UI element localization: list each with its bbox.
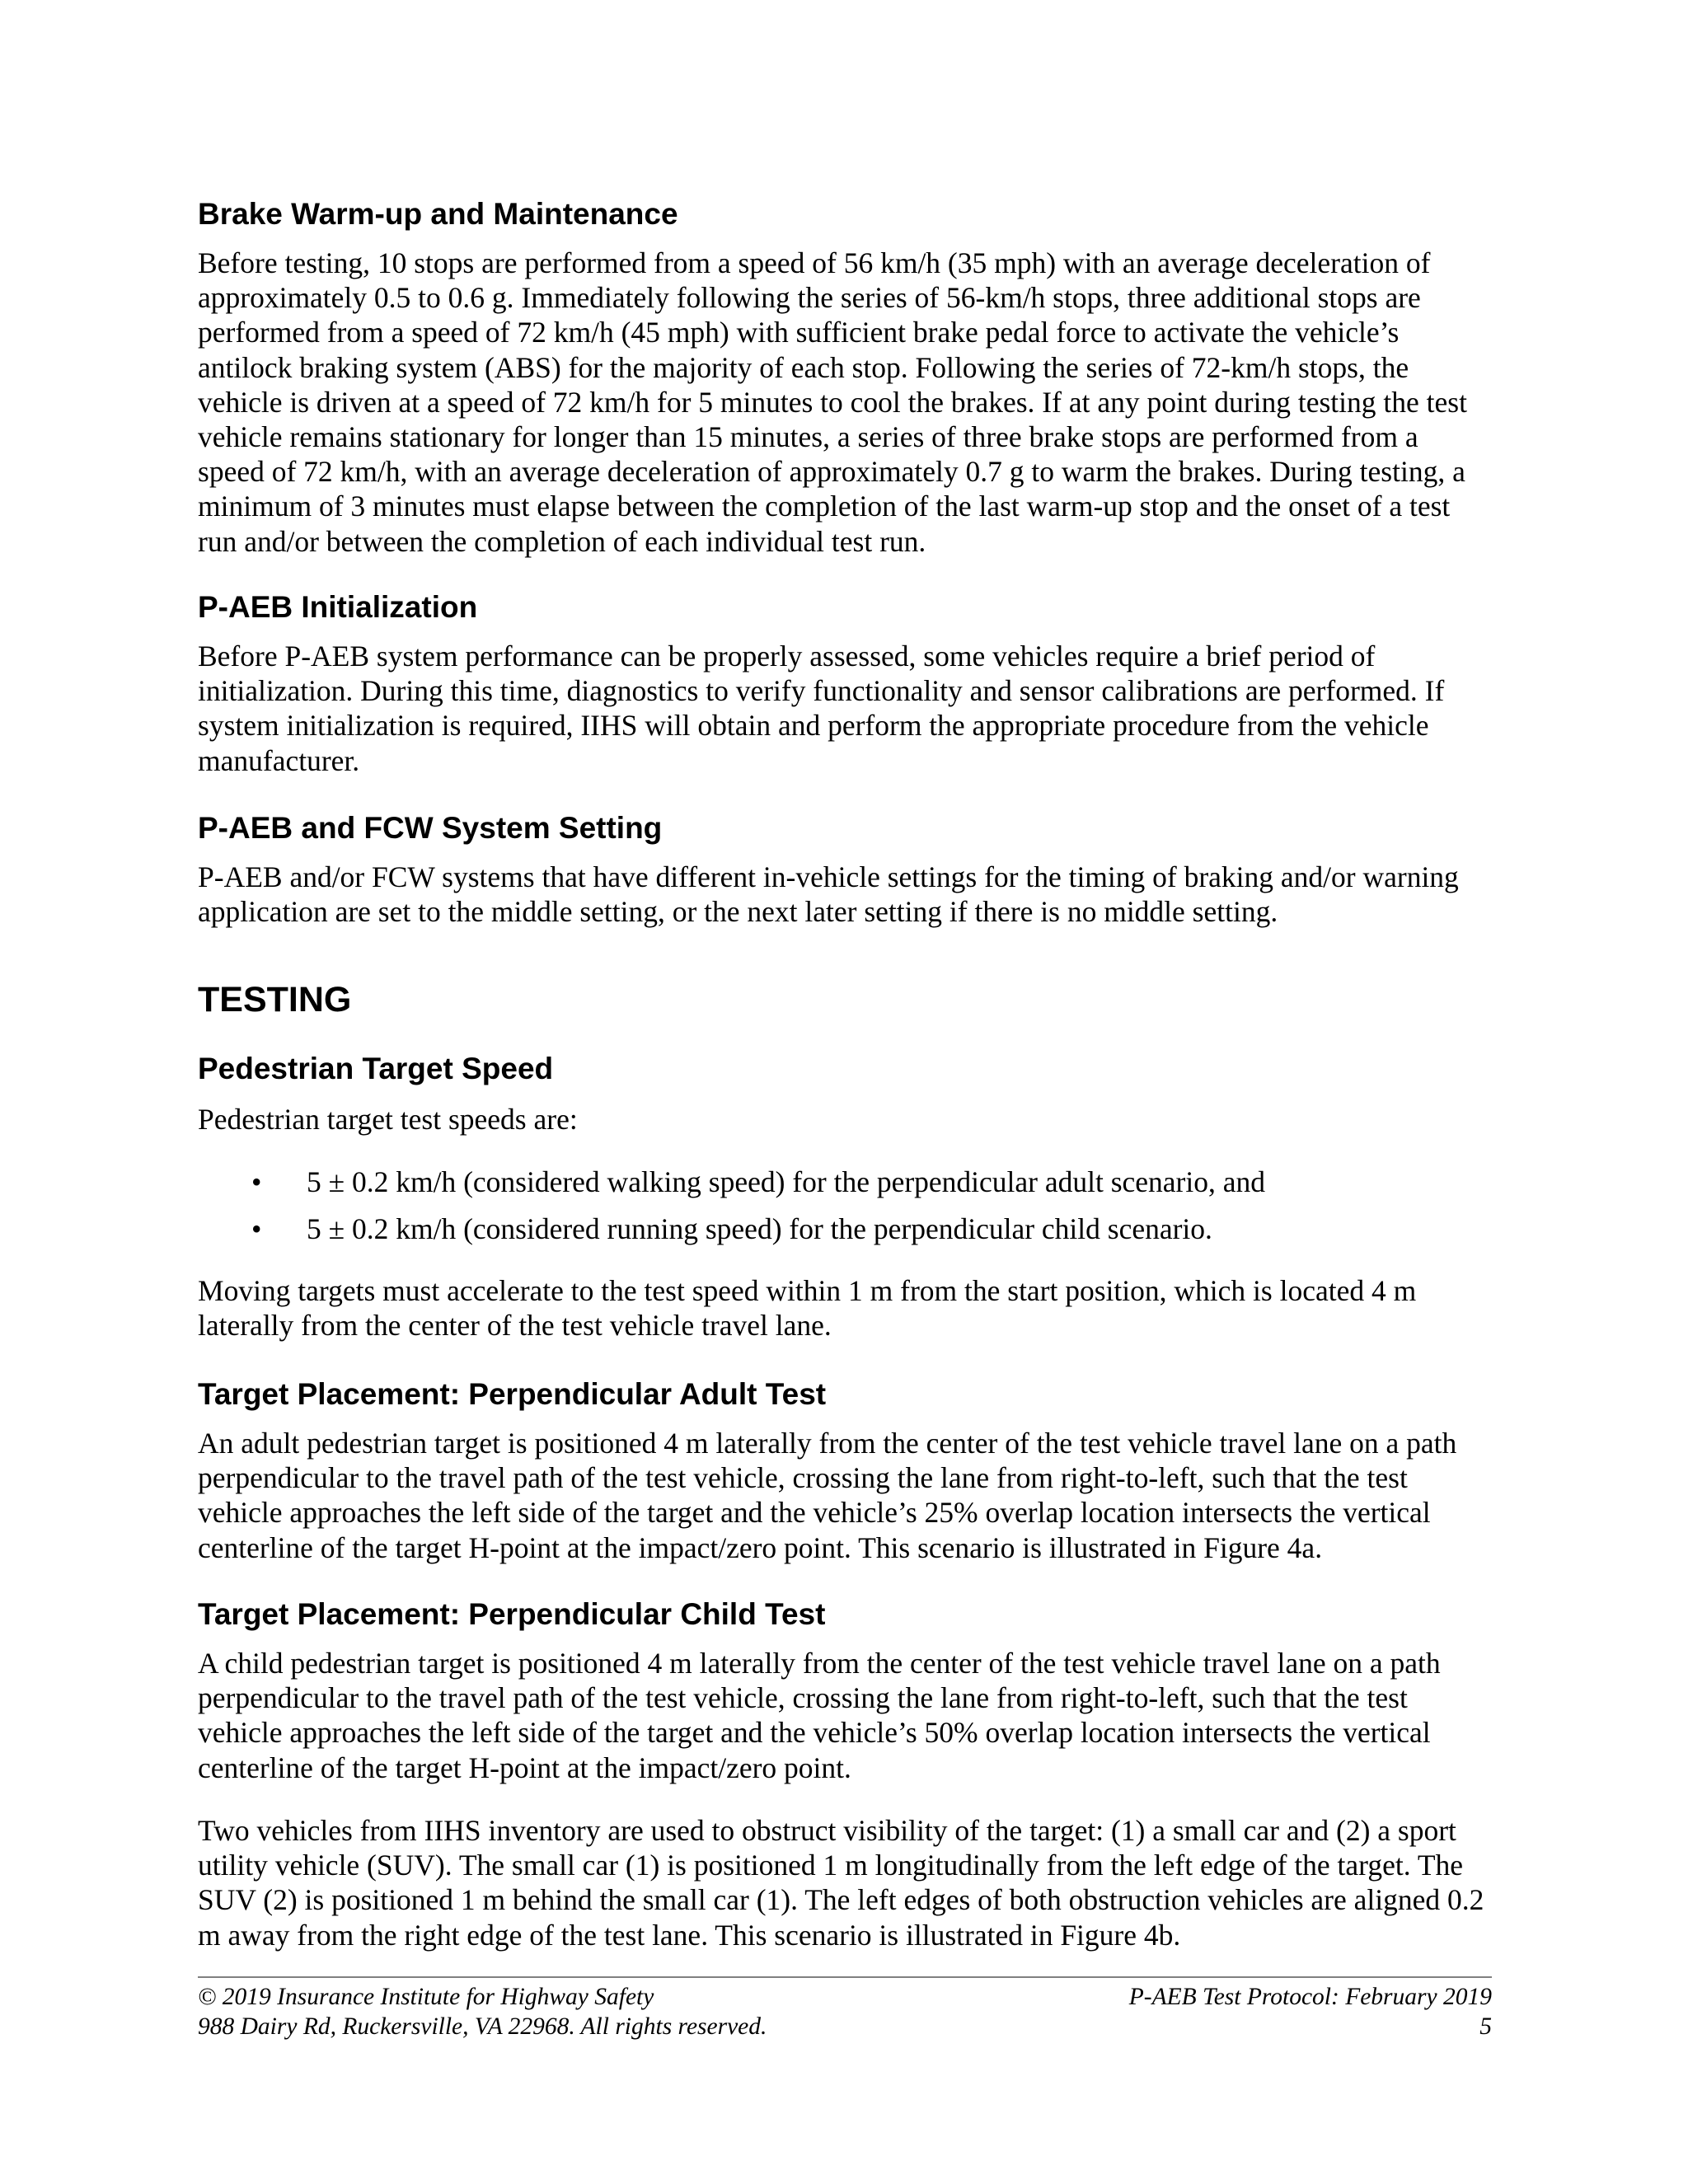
paeb-initialization-heading: P-AEB Initialization [198,590,478,624]
system-setting-paragraph: P-AEB and/or FCW systems that have different in-vehicle settings for the timing of braking and/or warning application are set to the middle setting, or the next later setting if there is no middle setting. [198,860,1459,929]
pedestrian-target-speed-heading: Pedestrian Target Speed [198,1052,554,1085]
moving-targets-paragraph: Moving targets must accelerate to the test speed within 1 m from the start position, which is located 4 m laterally from the center of the test vehicle travel lane. [198,1274,1417,1343]
bullet-icon: • [251,1212,262,1245]
page-footer [198,1982,1492,2041]
target-speed-list [198,1165,1492,1258]
bullet-icon: • [251,1165,262,1198]
list-item [198,1212,1492,1246]
child-test-paragraph: A child pedestrian target is positioned 4 m laterally from the center of the test vehicle travel lane on a path perpendicular to the travel path of the test vehicle, crossing the lane from right-to-left, such that the test vehicle approaches the left side of the target and the vehicle’s 50% overlap location intersects the vertical centerline of the target H-point at the impact/zero point. [198,1647,1441,1784]
brake-warmup-heading: Brake Warm-up and Maintenance [198,197,678,231]
adult-test-paragraph: An adult pedestrian target is positioned 4 m laterally from the center of the test vehicle travel lane on a path perpendicular to the travel path of the test vehicle, crossing the lane from right-to-left, such that the test vehicle approaches the left side of the target and the vehicle’s 25% overlap location intersects the vertical centerline of the target H-point at the impact/zero point. This scenario is illustrated in Figure 4a. [198,1427,1457,1564]
paeb-initialization-paragraph: Before P-AEB system performance can be properly assessed, some vehicles require a brief period of initialization. During this time, diagnostics to verify functionality and sensor calibrations are performed. If system initialization is required, IIHS will obtain and perform the appropriate procedure from the vehicle manufacturer. [198,640,1445,777]
system-setting-heading: P-AEB and FCW System Setting [198,811,663,845]
list-item-text: 5 ± 0.2 km/h (considered walking speed) for the perpendicular adult scenario, and [307,1165,1265,1198]
obstruction-vehicles-paragraph: Two vehicles from IIHS inventory are used to obstruct visibility of the target: (1) a small car and (2) a sport utility vehicle (SUV). The small car (1) is positioned 1 m longitudinally from the left edge of the target. The SUV (2) is positioned 1 m behind the small car (1). The left edges of both obstruction vehicles are aligned 0.2 m away from the right edge of the test lane. This scenario is illustrated in Figure 4b. [198,1814,1484,1952]
footer-document-title: P-AEB Test Protocol: February 2019 [1128,1984,1492,2010]
footer-page-number: 5 [1479,2013,1492,2040]
child-test-heading: Target Placement: Perpendicular Child Test [198,1597,826,1631]
list-item [198,1165,1492,1199]
testing-heading: TESTING [198,980,352,1019]
footer-divider [198,1976,1492,1978]
target-speed-intro: Pedestrian target test speeds are: [198,1103,578,1136]
adult-test-heading: Target Placement: Perpendicular Adult Test [198,1377,827,1411]
footer-copyright: © 2019 Insurance Institute for Highway Safety [198,1984,654,2010]
list-item-text: 5 ± 0.2 km/h (considered running speed) for the perpendicular child scenario. [307,1212,1212,1245]
brake-warmup-paragraph: Before testing, 10 stops are performed from a speed of 56 km/h (35 mph) with an average deceleration of approximately 0.5 to 0.6 g. Immediately following the series of 56-km/h stops, three additional stops are performed from a speed of 72 km/h (45 mph) with sufficient brake pedal force to activate the vehicle’s antilock braking system (ABS) for the majority of each stop. Following the series of 72-km/h stops, the vehicle is driven at a speed of 72 km/h for 5 minutes to cool the brakes. If at any point during testing the test vehicle remains stationary for longer than 15 minutes, a series of three brake stops are performed from a speed of 72 km/h, with an average deceleration of approximately 0.7 g to warm the brakes. During testing, a minimum of 3 minutes must elapse between the completion of the last warm-up stop and the onset of a test run and/or between the completion of each individual test run. [198,246,1467,558]
footer-address: 988 Dairy Rd, Ruckersville, VA 22968. All rights reserved. [198,2013,767,2040]
